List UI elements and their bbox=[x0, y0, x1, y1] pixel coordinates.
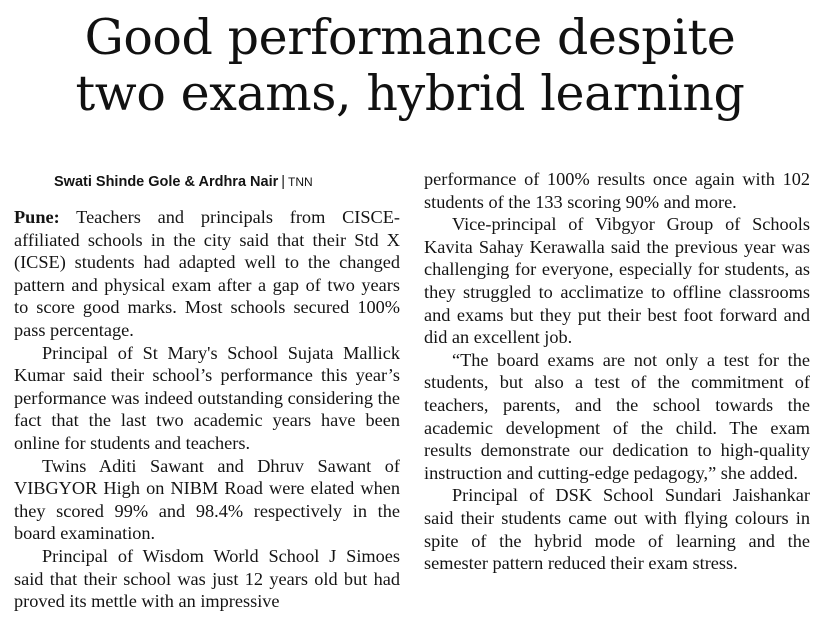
paragraph-4: Principal of Wisdom World School J Simoes said that their school was just 12 years old but had proved its mettle with an impressive bbox=[14, 545, 400, 612]
paragraph-6: “The board exams are not only a test for the students, but also a test of the commitment of teachers, parents, and the school towards the academic development of the child. The exam results demonstrate our dedication to high-quality instruction and cutting-edge pedagogy,” she added. bbox=[424, 349, 810, 483]
headline-line-2: two exams, hybrid learning bbox=[75, 65, 745, 122]
byline-agency: TNN bbox=[288, 175, 313, 189]
headline bbox=[14, 10, 806, 122]
paragraph-1 bbox=[14, 206, 400, 342]
paragraph-2: Principal of St Mary's School Sujata Mallick Kumar said their school’s performance this year’s performance was indeed outstanding considering the fact that the last two academic years have been online for students and teachers. bbox=[14, 342, 400, 453]
article-body bbox=[14, 168, 810, 613]
paragraph-1-text: Teachers and principals from CISCE-affiliated schools in the city said that their Std X (ICSE) students had adapted well to the changed pattern and physical exam after a gap of two years to score good marks. Most schools secured 100% pass percentage. bbox=[14, 207, 400, 340]
column-left bbox=[14, 168, 400, 613]
dateline: Pune: bbox=[14, 207, 60, 227]
byline-separator: | bbox=[281, 174, 286, 190]
headline-line-1: Good performance despite bbox=[84, 9, 736, 66]
column-right bbox=[424, 168, 810, 613]
paragraph-3: Twins Aditi Sawant and Dhruv Sawant of VIBGYOR High on NIBM Road were elated when they scored 99% and 98.4% respectively in the board examination. bbox=[14, 455, 400, 544]
paragraph-7: Principal of DSK School Sundari Jaishankar said their students came out with flying colours in spite of the hybrid mode of learning and the semester pattern reduced their exam stress. bbox=[424, 485, 810, 574]
byline bbox=[54, 172, 400, 192]
paragraph-5: Vice-principal of Vibgyor Group of Schools Kavita Sahay Kerawalla said the previous year was challenging for everyone, especially for students, as they struggled to acclimatize to offline classrooms and exams but they put their best foot forward and did an excellent job. bbox=[424, 214, 810, 348]
byline-authors: Swati Shinde Gole & Ardhra Nair bbox=[54, 174, 279, 190]
paragraph-4-continued: performance of 100% results once again with 102 students of the 133 scoring 90% and more. bbox=[424, 169, 810, 212]
